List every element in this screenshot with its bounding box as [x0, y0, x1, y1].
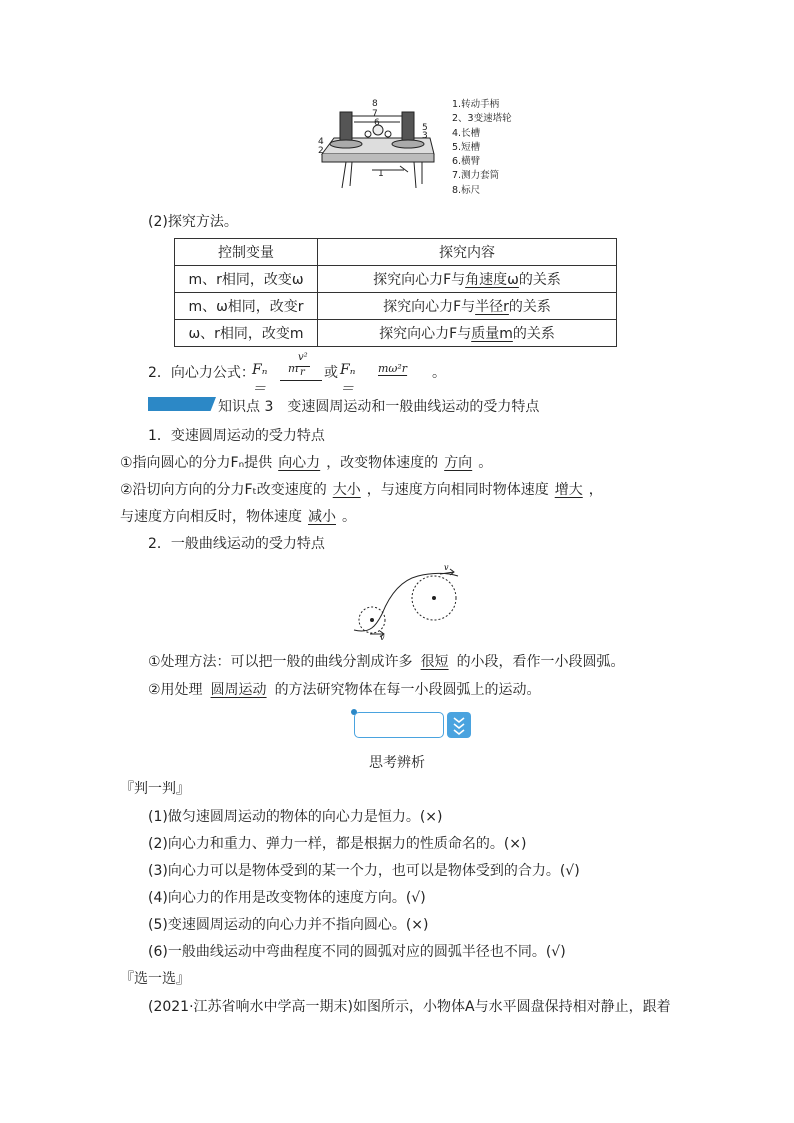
judge-item: (2)向心力和重力、弹力一样，都是根据力的性质命名的。(×): [148, 836, 527, 852]
callout-7: 7: [372, 109, 378, 119]
content-cell: 探究向心力F与半径r的关系: [318, 293, 617, 320]
choose-question: (2021·江苏省响水中学高一期末)如图所示，小物体A与水平圆盘保持相对静止，跟着: [148, 999, 671, 1015]
answer-blank: 方向: [444, 455, 473, 471]
formula-or: 或: [324, 365, 338, 381]
formula-end: 。: [432, 365, 446, 381]
velocity-label: v: [444, 564, 449, 572]
legend-item: 5.短槽: [452, 141, 481, 153]
formula-prefix: 2．向心力公式：: [148, 365, 255, 381]
legend-item: 6.横臂: [452, 156, 481, 168]
apparatus-legend: [452, 98, 512, 198]
table-header: 探究内容: [318, 239, 617, 266]
think-title: 思考辨析: [369, 755, 425, 771]
content-cell: 探究向心力F与角速度ω的关系: [318, 266, 617, 293]
kp3-para4: ①处理方法：可以把一般的曲线分割成许多 很短 的小段，看作一小段圆弧。: [148, 654, 625, 670]
kp3-title: 知识点 3 变速圆周运动和一般曲线运动的受力特点: [218, 399, 540, 415]
answer-blank: 大小: [332, 482, 361, 498]
choose-heading: 『选一选』: [120, 971, 190, 987]
formula-numerator: v²: [298, 352, 308, 363]
judge-item: (1)做匀速圆周运动的物体的向心力是恒力。(×): [148, 809, 443, 825]
formula-denominator: r: [300, 367, 305, 378]
formula-fn2: Fₙ＝: [340, 362, 356, 397]
table-row: [175, 293, 617, 320]
apparatus-figure: [312, 96, 452, 196]
judge-item: (3)向心力可以是物体受到的某一个力，也可以是物体受到的合力。(√): [148, 863, 580, 879]
callout-6: 6: [374, 118, 380, 128]
velocity-label: v: [380, 633, 385, 642]
kp3-para2: ②沿切向方向的分力Fₜ改变速度的 大小 ，与速度方向相同时物体速度 增大 ，: [120, 482, 603, 498]
legend-item: 8.标尺: [452, 184, 481, 196]
method-table: [174, 238, 617, 347]
answer-blank: 半径r: [475, 299, 509, 315]
callout-5: 5: [422, 123, 428, 133]
answer-blank: 向心力: [278, 455, 321, 471]
kp3-heading1: 1．变速圆周运动的受力特点: [148, 428, 325, 444]
curve-figure: [350, 564, 470, 642]
kp3-para3: 与速度方向相反时，物体速度 减小 。: [120, 509, 356, 525]
content-cell: 探究向心力F与质量m的关系: [318, 320, 617, 347]
kp3-para5: ②用处理 圆周运动 的方法研究物体在每一小段圆弧上的运动。: [148, 682, 541, 698]
judge-item: (4)向心力的作用是改变物体的速度方向。(√): [148, 890, 426, 906]
formula-m: m: [288, 362, 299, 375]
callout-8: 8: [372, 99, 378, 109]
control-cell: ω、r相同，改变m: [175, 320, 318, 347]
formula-answer2: mω²r: [378, 362, 408, 375]
answer-blank: 减小: [308, 509, 336, 525]
callout-1: 1: [378, 169, 384, 179]
kp3-para1: ①指向圆心的分力Fₙ提供 向心力 ，改变物体速度的 方向 。: [120, 455, 493, 471]
judge-heading: 『判一判』: [120, 781, 190, 797]
callout-3: 3: [422, 131, 428, 141]
chevron-down-icon: [447, 712, 471, 738]
legend-item: 1.转动手柄: [452, 99, 500, 110]
answer-blank: 质量m: [471, 326, 513, 342]
answer-blank: 圆周运动: [210, 682, 267, 698]
answer-blank: 角速度ω: [465, 272, 519, 288]
section-label: (2)探究方法。: [148, 214, 238, 230]
formula-fn1: Fₙ＝: [252, 362, 268, 397]
section-marker: [148, 397, 216, 411]
table-row: [175, 320, 617, 347]
legend-item: 2、3变速塔轮: [452, 113, 512, 125]
callout-4: 4: [318, 137, 324, 147]
think-banner: [354, 712, 444, 738]
control-cell: m、r相同，改变ω: [175, 266, 318, 293]
table-header: 控制变量: [175, 239, 318, 266]
legend-item: 7.测力套筒: [452, 170, 500, 182]
judge-item: (6)一般曲线运动中弯曲程度不同的圆弧对应的圆弧半径也不同。(√): [148, 944, 566, 960]
table-row: [175, 266, 617, 293]
control-cell: m、ω相同，改变r: [175, 293, 318, 320]
judge-item: (5)变速圆周运动的向心力并不指向圆心。(×): [148, 917, 429, 933]
legend-item: 4.长槽: [452, 127, 481, 139]
kp3-heading2: 2．一般曲线运动的受力特点: [148, 536, 325, 552]
answer-blank: 很短: [420, 654, 449, 670]
callout-2: 2: [318, 146, 324, 156]
answer-blank: 增大: [554, 482, 583, 498]
